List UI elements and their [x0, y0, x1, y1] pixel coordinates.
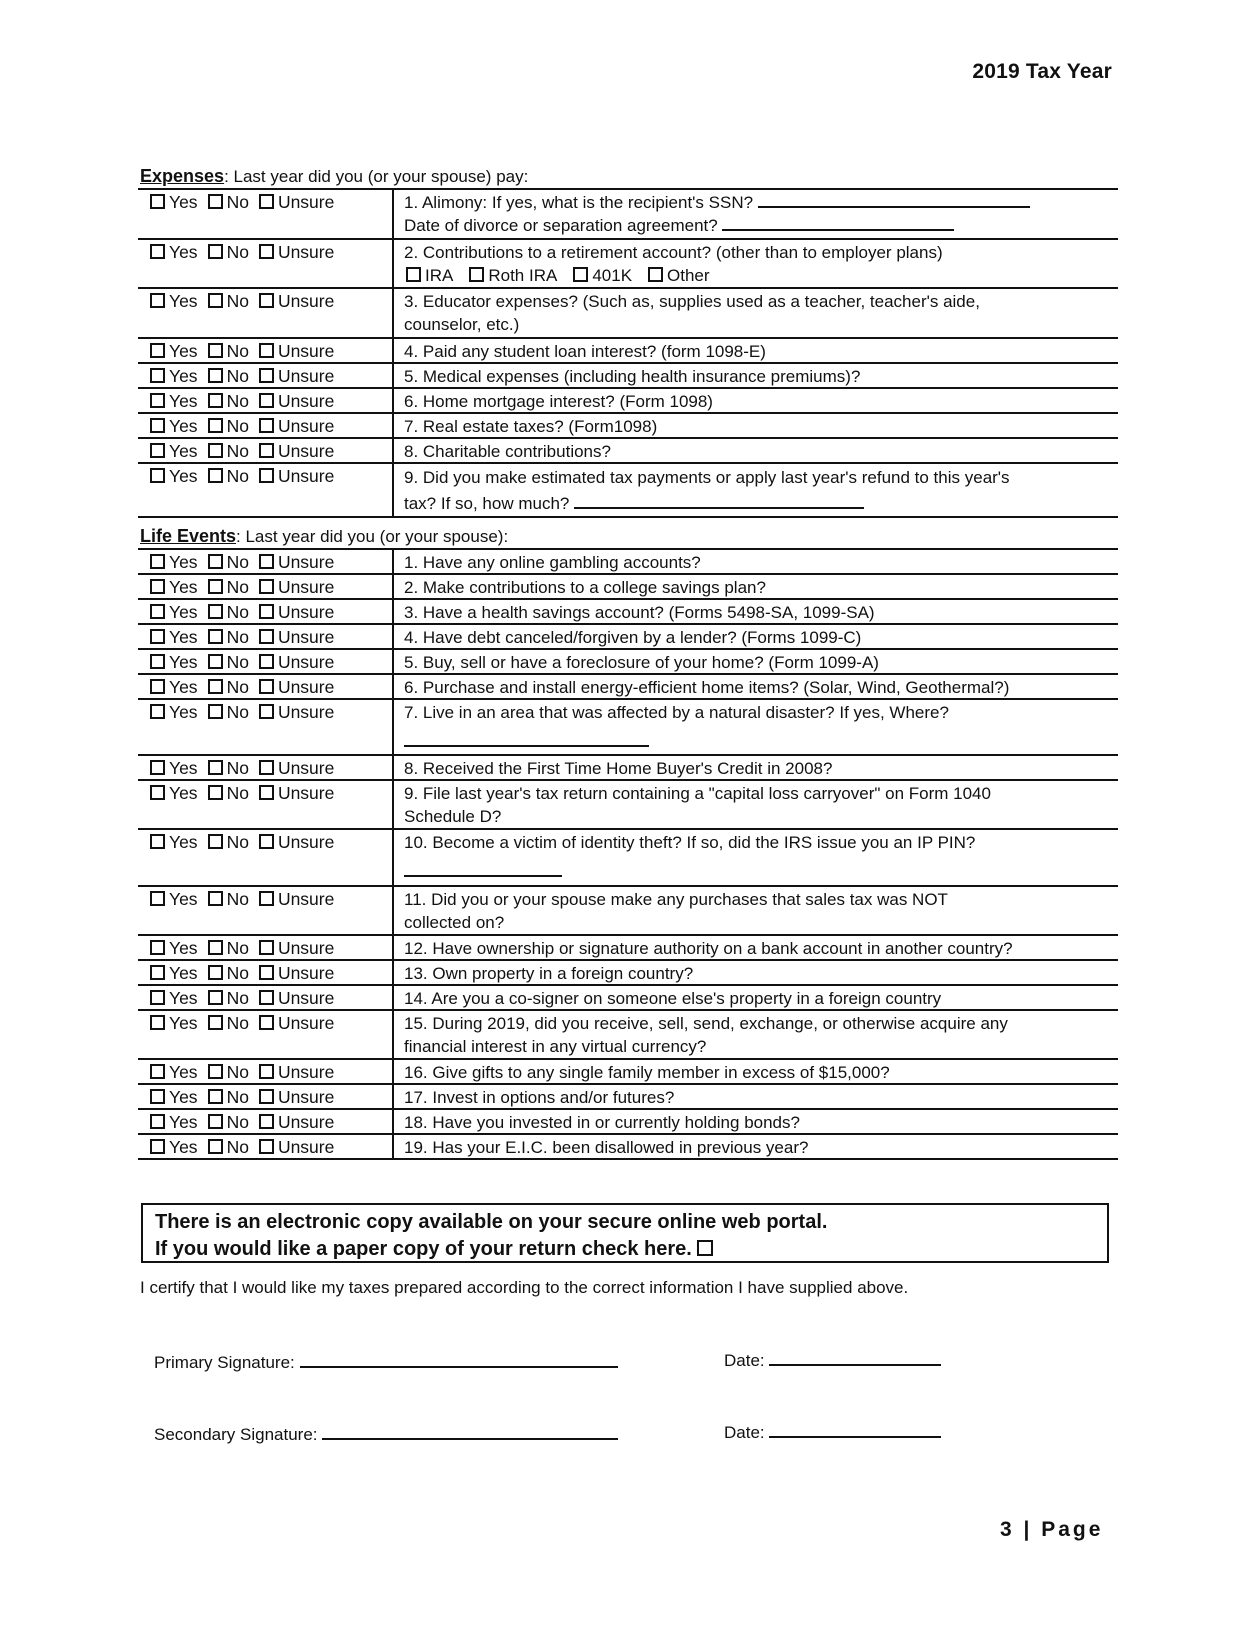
no-option[interactable]: No [208, 700, 249, 724]
yes-option[interactable]: Yes [150, 575, 198, 599]
primary-signature-row: Primary Signature: [154, 1352, 618, 1373]
yes-option[interactable]: Yes [150, 339, 198, 363]
life-events-subtitle: : Last year did you (or your spouse): [236, 527, 509, 546]
life-events-title: Life Events [140, 526, 237, 546]
no-option[interactable]: No [208, 464, 249, 488]
paper-copy-checkbox[interactable] [697, 1240, 713, 1256]
checkbox-icon[interactable] [259, 554, 274, 569]
question: 3. Have a health savings account? (Forms 5498-SA, 1099-SA) [404, 603, 875, 622]
checkbox-icon[interactable] [208, 785, 223, 800]
life-events-row-17 [138, 1085, 1118, 1110]
yes-no-unsure-group [138, 625, 394, 648]
checkbox-icon[interactable] [208, 604, 223, 619]
checkbox-icon[interactable] [469, 267, 484, 282]
checkbox-icon[interactable] [150, 194, 165, 209]
yes-no-unsure-group [138, 887, 394, 934]
expenses-row-6 [138, 389, 1118, 414]
yes-no-unsure-group [138, 756, 394, 779]
unsure-option[interactable]: Unsure [259, 936, 334, 960]
question: 13. Own property in a foreign country? [404, 964, 694, 983]
life-events-row-10 [138, 830, 1118, 887]
checkbox-icon[interactable] [150, 393, 165, 408]
primary-signature-field[interactable] [300, 1352, 618, 1368]
checkbox-icon[interactable] [150, 368, 165, 383]
yes-no-unsure-group [138, 781, 394, 828]
yes-no-unsure-group [138, 389, 394, 412]
yes-no-unsure-group [138, 1085, 394, 1108]
life-events-row-4 [138, 625, 1118, 650]
disaster-location-field[interactable] [404, 731, 649, 747]
unsure-option[interactable]: Unsure [259, 439, 334, 463]
yes-no-unsure-group [138, 414, 394, 437]
estimated-payment-field[interactable] [574, 493, 864, 509]
checkbox-icon[interactable] [208, 244, 223, 259]
question: 9. Did you make estimated tax payments or apply last year's refund to this year's tax? If so, how much? [404, 468, 1010, 513]
unsure-option[interactable]: Unsure [259, 700, 334, 724]
checkbox-icon[interactable] [208, 704, 223, 719]
no-option[interactable]: No [208, 625, 249, 649]
life-events-row-3 [138, 600, 1118, 625]
yes-no-unsure-group [138, 700, 394, 754]
question: 15. During 2019, did you receive, sell, send, exchange, or otherwise acquire any financial interest in any virtual currency? [404, 1014, 1008, 1056]
checkbox-icon[interactable] [150, 990, 165, 1005]
checkbox-icon[interactable] [208, 1089, 223, 1104]
life-events-section [138, 526, 1118, 1160]
checkbox-icon[interactable] [150, 629, 165, 644]
question: 12. Have ownership or signature authority on a bank account in another country? [404, 939, 1013, 958]
yes-option[interactable]: Yes [150, 464, 198, 488]
checkbox-icon[interactable] [208, 579, 223, 594]
unsure-option[interactable]: Unsure [259, 1085, 334, 1109]
certification-text: I certify that I would like my taxes prepared according to the correct information I have supplied above. [140, 1278, 909, 1297]
yes-no-unsure-group [138, 650, 394, 673]
checkbox-icon[interactable] [259, 194, 274, 209]
yes-option[interactable]: Yes [150, 289, 198, 313]
yes-no-unsure-group [138, 575, 394, 598]
question: 3. Educator expenses? (Such as, supplies used as a teacher, teacher's aide, counselor, etc.) [404, 292, 980, 334]
no-option[interactable]: No [208, 339, 249, 363]
life-events-row-15 [138, 1011, 1118, 1060]
roth-ira-option[interactable]: Roth IRA [467, 266, 557, 285]
no-option[interactable]: No [208, 414, 249, 438]
yes-no-unsure-group [138, 986, 394, 1009]
unsure-option[interactable]: Unsure [259, 650, 334, 674]
no-option[interactable]: No [208, 781, 249, 805]
question: 1. Alimony: If yes, what is the recipient's SSN? Date of divorce or separation agreement? [394, 190, 1118, 238]
question: 8. Charitable contributions? [404, 442, 611, 461]
checkbox-icon[interactable] [150, 940, 165, 955]
checkbox-icon[interactable] [208, 940, 223, 955]
checkbox-icon[interactable] [208, 1064, 223, 1079]
checkbox-icon[interactable] [259, 579, 274, 594]
checkbox-icon[interactable] [259, 244, 274, 259]
checkbox-icon[interactable] [259, 990, 274, 1005]
checkbox-icon[interactable] [259, 940, 274, 955]
checkbox-icon[interactable] [208, 760, 223, 775]
checkbox-icon[interactable] [208, 1139, 223, 1154]
no-option[interactable]: No [208, 575, 249, 599]
expenses-subtitle: : Last year did you (or your spouse) pay: [224, 167, 529, 186]
checkbox-icon[interactable] [259, 834, 274, 849]
checkbox-icon[interactable] [150, 965, 165, 980]
checkbox-icon[interactable] [259, 343, 274, 358]
secondary-signature-field[interactable] [322, 1424, 618, 1440]
life-events-row-2 [138, 575, 1118, 600]
checkbox-icon[interactable] [259, 760, 274, 775]
yes-option[interactable]: Yes [150, 936, 198, 960]
checkbox-icon[interactable] [208, 654, 223, 669]
yes-no-unsure-group [138, 600, 394, 623]
life-events-row-11 [138, 887, 1118, 936]
yes-option[interactable]: Yes [150, 439, 198, 463]
checkbox-icon[interactable] [150, 1139, 165, 1154]
question: 7. Real estate taxes? (Form1098) [404, 417, 658, 436]
yes-option[interactable]: Yes [150, 1110, 198, 1134]
no-option[interactable]: No [208, 600, 249, 624]
life-events-heading [138, 526, 1118, 550]
expenses-row-4 [138, 339, 1118, 364]
checkbox-icon[interactable] [208, 891, 223, 906]
checkbox-icon[interactable] [259, 704, 274, 719]
checkbox-icon[interactable] [150, 244, 165, 259]
other-option[interactable]: Other [646, 266, 710, 285]
checkbox-icon[interactable] [150, 1064, 165, 1079]
unsure-option[interactable]: Unsure [259, 389, 334, 413]
question: 9. File last year's tax return containing a "capital loss carryover" on Form 1040 Schedule D? [404, 784, 991, 826]
checkbox-icon[interactable] [150, 1114, 165, 1129]
checkbox-icon[interactable] [259, 785, 274, 800]
no-option[interactable]: No [208, 190, 249, 214]
secondary-date-row: Date: [724, 1422, 941, 1443]
unsure-option[interactable]: Unsure [259, 781, 334, 805]
life-events-row-12 [138, 936, 1118, 961]
unsure-option[interactable]: Unsure [259, 190, 334, 214]
life-events-row-7 [138, 700, 1118, 756]
yes-option[interactable]: Yes [150, 986, 198, 1010]
checkbox-icon[interactable] [259, 629, 274, 644]
question: 5. Medical expenses (including health insurance premiums)? [404, 367, 861, 386]
unsure-option[interactable]: Unsure [259, 1011, 334, 1035]
yes-option[interactable]: Yes [150, 650, 198, 674]
no-option[interactable]: No [208, 364, 249, 388]
checkbox-icon[interactable] [208, 1015, 223, 1030]
checkbox-icon[interactable] [150, 604, 165, 619]
unsure-option[interactable]: Unsure [259, 600, 334, 624]
expenses-row-3 [138, 289, 1118, 339]
unsure-option[interactable]: Unsure [259, 887, 334, 911]
no-option[interactable]: No [208, 675, 249, 699]
checkbox-icon[interactable] [208, 554, 223, 569]
checkbox-icon[interactable] [208, 194, 223, 209]
question: 17. Invest in options and/or futures? [404, 1088, 675, 1107]
yes-no-unsure-group [138, 675, 394, 698]
yes-option[interactable]: Yes [150, 550, 198, 574]
checkbox-icon[interactable] [259, 679, 274, 694]
yes-no-unsure-group [138, 289, 394, 337]
yes-no-unsure-group [138, 1135, 394, 1158]
no-option[interactable]: No [208, 986, 249, 1010]
checkbox-icon[interactable] [150, 760, 165, 775]
expenses-row-2 [138, 240, 1118, 289]
primary-date-field[interactable] [769, 1350, 941, 1366]
checkbox-icon[interactable] [259, 1139, 274, 1154]
secondary-date-field[interactable] [769, 1422, 941, 1438]
checkbox-icon[interactable] [150, 468, 165, 483]
expenses-title: Expenses [140, 166, 225, 186]
yes-option[interactable]: Yes [150, 1085, 198, 1109]
paper-copy-notice: There is an electronic copy available on your secure online web portal. If you would like a paper copy of your return check here. [141, 1203, 1109, 1263]
checkbox-icon[interactable] [259, 654, 274, 669]
checkbox-icon[interactable] [150, 418, 165, 433]
checkbox-icon[interactable] [259, 965, 274, 980]
no-option[interactable]: No [208, 961, 249, 985]
unsure-option[interactable]: Unsure [259, 414, 334, 438]
expenses-row-7 [138, 414, 1118, 439]
checkbox-icon[interactable] [150, 785, 165, 800]
checkbox-icon[interactable] [208, 629, 223, 644]
unsure-option[interactable]: Unsure [259, 675, 334, 699]
unsure-option[interactable]: Unsure [259, 1060, 334, 1084]
yes-no-unsure-group [138, 364, 394, 387]
question: 16. Give gifts to any single family member in excess of $15,000? [404, 1063, 890, 1082]
checkbox-icon[interactable] [208, 965, 223, 980]
checkbox-icon[interactable] [150, 1089, 165, 1104]
yes-option[interactable]: Yes [150, 756, 198, 780]
checkbox-icon[interactable] [150, 704, 165, 719]
life-events-row-16 [138, 1060, 1118, 1085]
page-number: 3 | Page [1000, 1518, 1104, 1541]
checkbox-icon[interactable] [208, 443, 223, 458]
checkbox-icon[interactable] [259, 1114, 274, 1129]
checkbox-icon[interactable] [150, 554, 165, 569]
checkbox-icon[interactable] [259, 1015, 274, 1030]
checkbox-icon[interactable] [208, 393, 223, 408]
unsure-option[interactable]: Unsure [259, 240, 334, 264]
yes-no-unsure-group [138, 1011, 394, 1058]
checkbox-icon[interactable] [150, 834, 165, 849]
checkbox-icon[interactable] [573, 267, 588, 282]
yes-option[interactable]: Yes [150, 1135, 198, 1159]
question: 14. Are you a co-signer on someone else's property in a foreign country [404, 989, 942, 1008]
checkbox-icon[interactable] [150, 343, 165, 358]
checkbox-icon[interactable] [208, 468, 223, 483]
yes-no-unsure-group [138, 339, 394, 362]
checkbox-icon[interactable] [150, 654, 165, 669]
expenses-row-8 [138, 439, 1118, 464]
yes-option[interactable]: Yes [150, 830, 198, 854]
checkbox-icon[interactable] [208, 293, 223, 308]
yes-option[interactable]: Yes [150, 389, 198, 413]
no-option[interactable]: No [208, 289, 249, 313]
checkbox-icon[interactable] [150, 679, 165, 694]
ira-option[interactable]: IRA [404, 266, 453, 285]
life-events-row-13 [138, 961, 1118, 986]
no-option[interactable]: No [208, 1135, 249, 1159]
unsure-option[interactable]: Unsure [259, 625, 334, 649]
no-option[interactable]: No [208, 887, 249, 911]
checkbox-icon[interactable] [259, 293, 274, 308]
question: 19. Has your E.I.C. been disallowed in previous year? [404, 1138, 809, 1157]
question: 6. Home mortgage interest? (Form 1098) [404, 392, 713, 411]
checkbox-icon[interactable] [406, 267, 421, 282]
checkbox-icon[interactable] [208, 1114, 223, 1129]
yes-option[interactable]: Yes [150, 781, 198, 805]
divorce-date-field[interactable] [722, 215, 954, 231]
unsure-option[interactable]: Unsure [259, 289, 334, 313]
question: 4. Have debt canceled/forgiven by a lender? (Forms 1099-C) [404, 628, 862, 647]
primary-date-row: Date: [724, 1350, 941, 1371]
question: 2. Contributions to a retirement account? (other than to employer plans) IRA Roth IRA 401K Other [394, 240, 1118, 287]
checkbox-icon[interactable] [150, 1015, 165, 1030]
checkbox-icon[interactable] [259, 443, 274, 458]
secondary-signature-row: Secondary Signature: [154, 1424, 618, 1445]
question: 1. Have any online gambling accounts? [404, 553, 701, 572]
question: 18. Have you invested in or currently holding bonds? [404, 1113, 800, 1132]
unsure-option[interactable]: Unsure [259, 1135, 334, 1159]
no-option[interactable]: No [208, 1085, 249, 1109]
yes-no-unsure-group [138, 961, 394, 984]
question: 10. Become a victim of identity theft? If so, did the IRS issue you an IP PIN? [394, 830, 1118, 885]
life-events-row-8 [138, 756, 1118, 781]
401k-option[interactable]: 401K [571, 266, 632, 285]
unsure-option[interactable]: Unsure [259, 986, 334, 1010]
yes-no-unsure-group [138, 830, 394, 885]
expenses-row-9 [138, 464, 1118, 518]
yes-option[interactable]: Yes [150, 190, 198, 214]
no-option[interactable]: No [208, 936, 249, 960]
life-events-row-9 [138, 781, 1118, 830]
life-events-row-6 [138, 675, 1118, 700]
checkbox-icon[interactable] [259, 604, 274, 619]
life-events-row-1 [138, 550, 1118, 575]
yes-option[interactable]: Yes [150, 1060, 198, 1084]
yes-no-unsure-group [138, 1060, 394, 1083]
retirement-account-options [404, 264, 1118, 287]
life-events-row-18 [138, 1110, 1118, 1135]
no-option[interactable]: No [208, 830, 249, 854]
yes-option[interactable]: Yes [150, 625, 198, 649]
yes-option[interactable]: Yes [150, 240, 198, 264]
checkbox-icon[interactable] [150, 579, 165, 594]
yes-option[interactable]: Yes [150, 364, 198, 388]
yes-option[interactable]: Yes [150, 675, 198, 699]
unsure-option[interactable]: Unsure [259, 756, 334, 780]
life-events-row-14 [138, 986, 1118, 1011]
expenses-row-1 [138, 190, 1118, 240]
checkbox-icon[interactable] [259, 1089, 274, 1104]
checkbox-icon[interactable] [150, 443, 165, 458]
checkbox-icon[interactable] [208, 368, 223, 383]
unsure-option[interactable]: Unsure [259, 961, 334, 985]
checkbox-icon[interactable] [259, 368, 274, 383]
ip-pin-field[interactable] [404, 861, 562, 877]
no-option[interactable]: No [208, 240, 249, 264]
yes-no-unsure-group [138, 464, 394, 516]
checkbox-icon[interactable] [259, 1064, 274, 1079]
yes-option[interactable]: Yes [150, 414, 198, 438]
expenses-row-5 [138, 364, 1118, 389]
expenses-heading [138, 166, 1118, 190]
question: 7. Live in an area that was affected by a natural disaster? If yes, Where? [394, 700, 1118, 754]
unsure-option[interactable]: Unsure [259, 830, 334, 854]
question: 5. Buy, sell or have a foreclosure of your home? (Form 1099-A) [404, 653, 879, 672]
yes-no-unsure-group [138, 936, 394, 959]
unsure-option[interactable]: Unsure [259, 339, 334, 363]
question: 8. Received the First Time Home Buyer's Credit in 2008? [404, 759, 833, 778]
question: 4. Paid any student loan interest? (form 1098-E) [404, 342, 766, 361]
yes-no-unsure-group [138, 190, 394, 238]
yes-no-unsure-group [138, 1110, 394, 1133]
no-option[interactable]: No [208, 550, 249, 574]
checkbox-icon[interactable] [259, 393, 274, 408]
yes-no-unsure-group [138, 550, 394, 573]
unsure-option[interactable]: Unsure [259, 464, 334, 488]
life-events-row-19 [138, 1135, 1118, 1160]
no-option[interactable]: No [208, 650, 249, 674]
yes-option[interactable]: Yes [150, 600, 198, 624]
question: 11. Did you or your spouse make any purchases that sales tax was NOT collected on? [404, 890, 948, 932]
checkbox-icon[interactable] [208, 990, 223, 1005]
no-option[interactable]: No [208, 1110, 249, 1134]
unsure-option[interactable]: Unsure [259, 550, 334, 574]
yes-option[interactable]: Yes [150, 961, 198, 985]
checkbox-icon[interactable] [648, 267, 663, 282]
no-option[interactable]: No [208, 1060, 249, 1084]
unsure-option[interactable]: Unsure [259, 1110, 334, 1134]
expenses-section [138, 166, 1118, 518]
checkbox-icon[interactable] [150, 293, 165, 308]
unsure-option[interactable]: Unsure [259, 575, 334, 599]
checkbox-icon[interactable] [259, 891, 274, 906]
unsure-option[interactable]: Unsure [259, 364, 334, 388]
checkbox-icon[interactable] [208, 418, 223, 433]
question: 6. Purchase and install energy-efficient home items? (Solar, Wind, Geothermal?) [404, 678, 1010, 697]
checkbox-icon[interactable] [208, 343, 223, 358]
yes-option[interactable]: Yes [150, 887, 198, 911]
checkbox-icon[interactable] [208, 834, 223, 849]
yes-no-unsure-group [138, 240, 394, 287]
yes-option[interactable]: Yes [150, 1011, 198, 1035]
checkbox-icon[interactable] [259, 418, 274, 433]
checkbox-icon[interactable] [208, 679, 223, 694]
checkbox-icon[interactable] [150, 891, 165, 906]
no-option[interactable]: No [208, 389, 249, 413]
life-events-row-5 [138, 650, 1118, 675]
yes-option[interactable]: Yes [150, 700, 198, 724]
tax-year-title: 2019 Tax Year [972, 60, 1112, 83]
question: 2. Make contributions to a college savings plan? [404, 578, 766, 597]
no-option[interactable]: No [208, 1011, 249, 1035]
no-option[interactable]: No [208, 756, 249, 780]
yes-no-unsure-group [138, 439, 394, 462]
checkbox-icon[interactable] [259, 468, 274, 483]
ssn-field[interactable] [758, 192, 1030, 208]
no-option[interactable]: No [208, 439, 249, 463]
